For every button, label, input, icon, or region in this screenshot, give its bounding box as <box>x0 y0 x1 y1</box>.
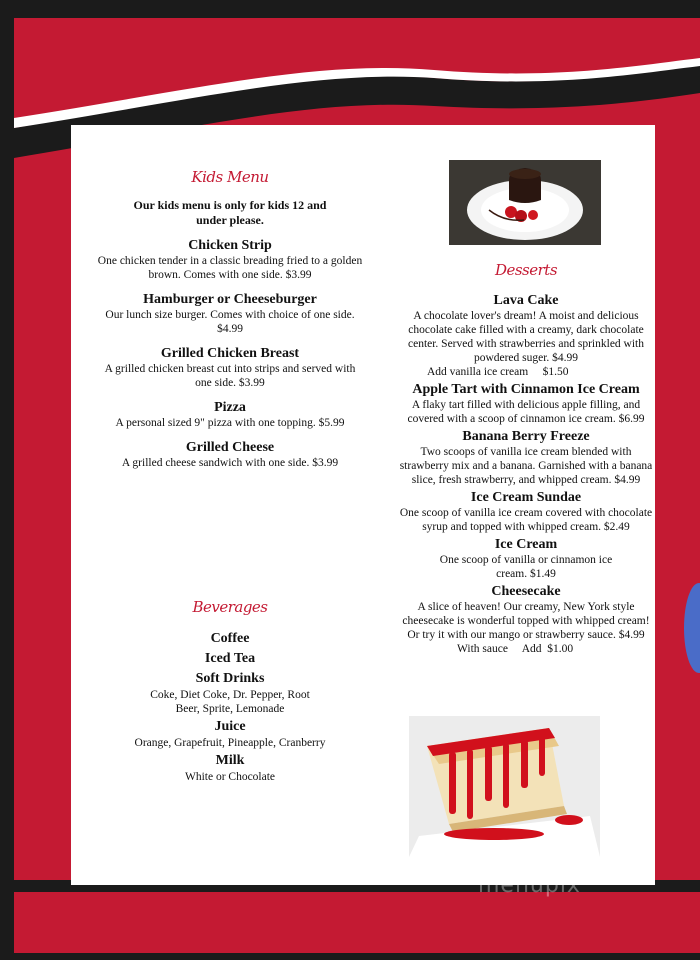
item-name: Apple Tart with Cinnamon Ice Cream <box>412 382 640 397</box>
beverages-heading: Beverages <box>192 598 268 616</box>
item-extra: With sauce Add $1.00 <box>457 643 574 655</box>
beverage-name: Iced Tea <box>204 651 256 666</box>
menu-item <box>95 238 365 282</box>
item-name: Hamburger or Cheeseburger <box>143 292 317 307</box>
lava-cake-photo <box>449 160 601 245</box>
item-name: Chicken Strip <box>188 238 272 253</box>
item-name: Grilled Chicken Breast <box>160 346 300 361</box>
kids-menu-section <box>95 168 365 470</box>
beverage-desc: Coke, Diet Coke, Dr. Pepper, Root Beer, Sprite, Lemonade <box>150 689 310 715</box>
menu-item <box>397 584 655 656</box>
beverage-desc: White or Chocolate <box>184 771 276 783</box>
item-name: Banana Berry Freeze <box>462 429 590 444</box>
menu-item <box>397 382 655 426</box>
desserts-section <box>397 258 655 656</box>
item-desc: A grilled chicken breast cut into strips and served with one side. $3.99 <box>104 363 356 389</box>
item-desc: A personal sized 9" pizza with one topping. $5.99 <box>115 417 345 429</box>
item-desc: One scoop of vanilla or cinnamon ice cream. $1.49 <box>439 554 613 580</box>
cheesecake-photo <box>409 716 600 857</box>
item-desc: A grilled cheese sandwich with one side. $3.99 <box>121 457 339 469</box>
item-desc: A flaky tart filled with delicious apple filling, and covered with a scoop of cinnamon ice cream. $6.99 <box>407 399 645 425</box>
kids-menu-heading: Kids Menu <box>191 168 269 186</box>
kids-menu-intro: Our kids menu is only for kids 12 and under please. <box>133 198 327 227</box>
item-desc: A slice of heaven! Our creamy, New York style cheesecake is wonderful topped with whipped cream! Or try it with our mango or strawberry sauce. $4.99 <box>402 601 650 641</box>
item-desc: One chicken tender in a classic breading fried to a golden brown. Comes with one side. $3.99 <box>97 255 363 281</box>
item-name: Pizza <box>214 400 246 415</box>
menu-item <box>397 429 655 487</box>
desserts-heading: Desserts <box>494 261 558 279</box>
menu-item <box>95 440 365 470</box>
menu-item <box>397 537 655 581</box>
beverages-section <box>95 598 365 784</box>
menu-item <box>95 346 365 390</box>
side-arc-decoration <box>684 583 700 673</box>
beverage-name: Juice <box>214 719 246 734</box>
watermark: menupix <box>478 873 581 898</box>
item-desc: Our lunch size burger. Comes with choice of one side. $4.99 <box>105 309 355 335</box>
item-desc: A chocolate lover's dream! A moist and delicious chocolate cake filled with a creamy, dark chocolate center. Served with strawberries and sprinkled with powdered suger. $4.99 <box>407 310 644 364</box>
menu-item <box>397 293 655 379</box>
item-extra: Add vanilla ice cream $1.50 <box>427 366 569 378</box>
item-name: Cheesecake <box>491 584 561 599</box>
beverage-name: Soft Drinks <box>195 671 265 686</box>
beverage-name: Coffee <box>210 631 250 646</box>
item-name: Ice Cream <box>494 537 558 552</box>
item-name: Grilled Cheese <box>185 440 275 455</box>
item-name: Ice Cream Sundae <box>470 490 582 505</box>
item-desc: One scoop of vanilla ice cream covered with chocolate syrup and topped with whipped cream. $2.49 <box>399 507 653 533</box>
bottom-band <box>14 892 700 953</box>
item-name: Lava Cake <box>493 293 559 308</box>
menu-item <box>95 400 365 430</box>
menu-item <box>95 292 365 336</box>
menu-item <box>397 490 655 534</box>
beverage-name: Milk <box>215 753 245 768</box>
beverage-desc: Orange, Grapefruit, Pineapple, Cranberry <box>134 737 326 749</box>
item-desc: Two scoops of vanilla ice cream blended with strawberry mix and a banana. Garnished with a banana slice, fresh strawberry, and whipped cream. $4.99 <box>399 446 653 486</box>
